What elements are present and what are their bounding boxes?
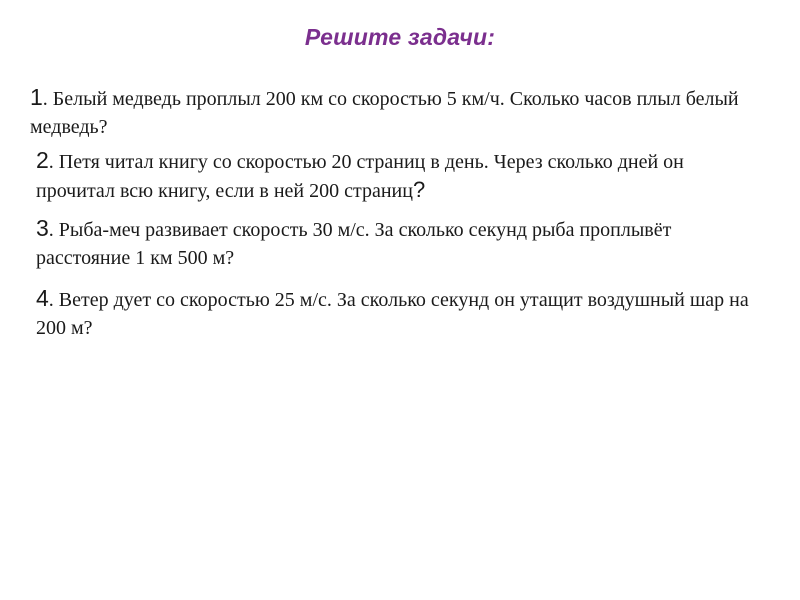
task-3-text: . Рыба-меч развивает скорость 30 м/с. За сколько секунд рыба проплывёт расстояние 1 км 500 м? <box>36 219 672 269</box>
task-2-number: 2 <box>36 147 49 173</box>
task-3 <box>36 214 766 272</box>
task-3-number: 3 <box>36 215 49 241</box>
task-1-text: . Белый медведь проплыл 200 км со скоростью 5 км/ч. Сколько часов плыл белый медведь? <box>30 88 739 138</box>
task-4-number: 4 <box>36 285 49 311</box>
task-2-question-mark: ? <box>412 177 426 202</box>
task-4-text: . Ветер дует со скоростью 25 м/с. За сколько секунд он утащит воздушный шар на 200 м? <box>36 289 749 339</box>
task-1-number: 1 <box>30 84 43 110</box>
task-1 <box>30 83 770 141</box>
task-2 <box>36 146 766 205</box>
task-4 <box>36 284 766 342</box>
slide-title: Решите задачи: <box>304 24 496 50</box>
task-2-text: . Петя читал книгу со скоростью 20 страниц в день. Через сколько дней он прочитал всю книгу, если в ней 200 страниц <box>36 151 684 202</box>
